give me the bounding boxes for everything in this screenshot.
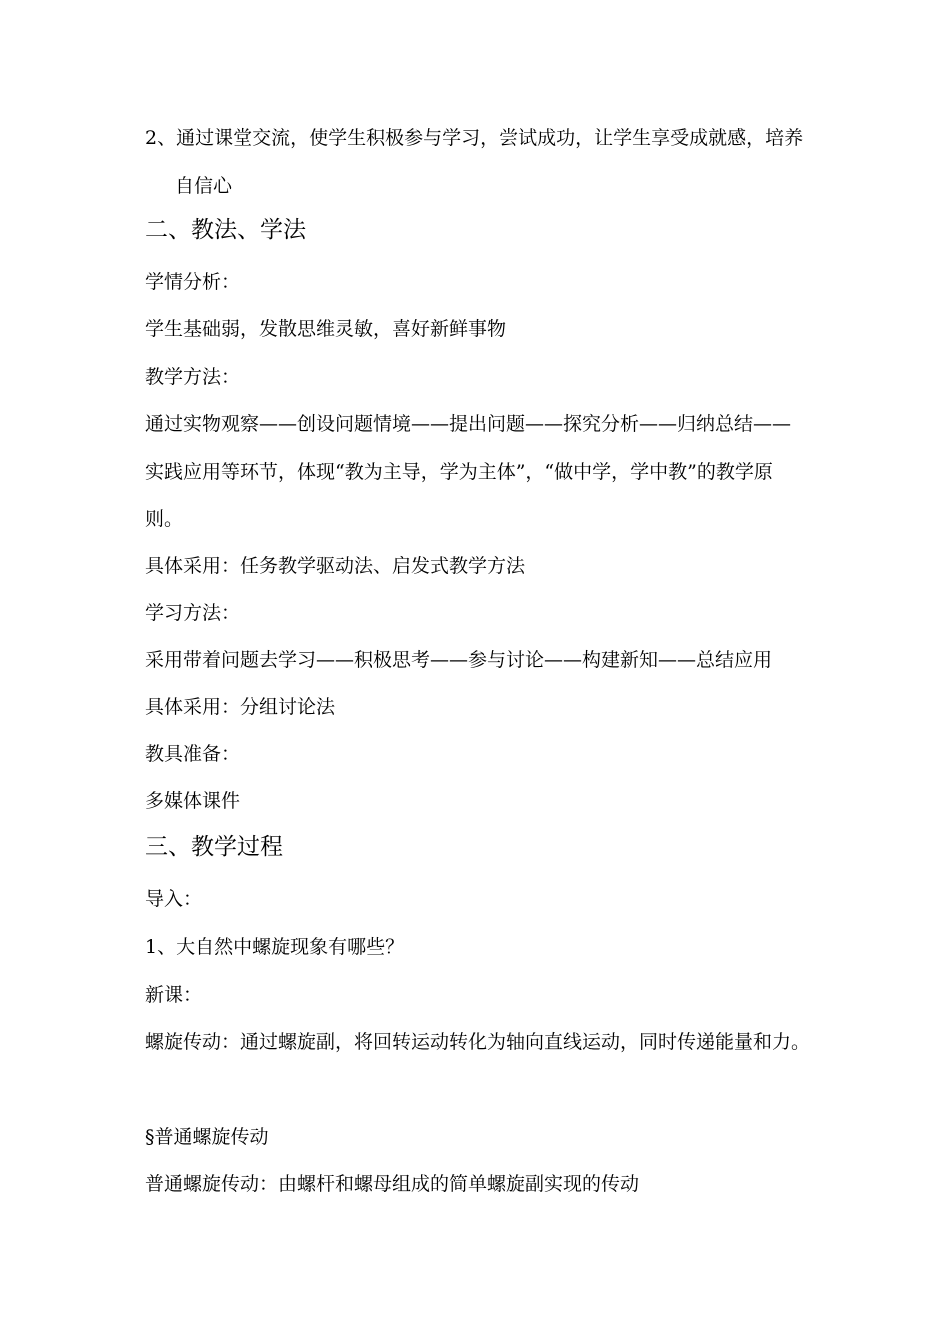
ordinary-screw-drive-definition: 普通螺旋传动：由螺杆和螺母组成的简单螺旋副实现的传动 <box>145 1173 640 1195</box>
teaching-aids-label: 教具准备： <box>145 743 241 765</box>
new-lesson-label: 新课： <box>145 984 203 1006</box>
intro-label: 导入： <box>145 888 203 910</box>
section-heading-process: 三、教学过程 <box>145 834 283 860</box>
student-analysis-text: 学生基础弱，发散思维灵敏，喜好新鲜事物 <box>145 318 507 340</box>
objective-item-2: 2、通过课堂交流，使学生积极参与学习，尝试成功，让学生享受成就感，培养 <box>145 127 804 149</box>
learning-specific-text: 具体采用：分组讨论法 <box>145 696 336 718</box>
teaching-method-text-3: 则。 <box>145 508 184 530</box>
teaching-method-label: 教学方法： <box>145 366 241 388</box>
intro-question: 1、大自然中螺旋现象有哪些？ <box>145 936 405 958</box>
teaching-aids-text: 多媒体课件 <box>145 790 241 812</box>
teaching-method-text-1: 通过实物观察——创设问题情境——提出问题——探究分析——归纳总结—— <box>145 413 792 435</box>
section-heading-methods: 二、教法、学法 <box>145 217 306 243</box>
objective-item-2-continued: 自信心 <box>175 175 233 197</box>
screw-drive-definition: 螺旋传动：通过螺旋副，将回转运动转化为轴向直线运动，同时传递能量和力。 <box>145 1031 811 1053</box>
learning-method-text: 采用带着问题去学习——积极思考——参与讨论——构建新知——总结应用 <box>145 649 773 671</box>
student-analysis-label: 学情分析： <box>145 271 241 293</box>
learning-method-label: 学习方法： <box>145 602 241 624</box>
teaching-method-text-2: 实践应用等环节，体现“教为主导，学为主体”，“做中学，学中教”的教学原 <box>145 461 773 483</box>
teaching-specific-text: 具体采用：任务教学驱动法、启发式教学方法 <box>145 555 526 577</box>
subsection-ordinary-screw-drive: §普通螺旋传动 <box>145 1126 269 1148</box>
